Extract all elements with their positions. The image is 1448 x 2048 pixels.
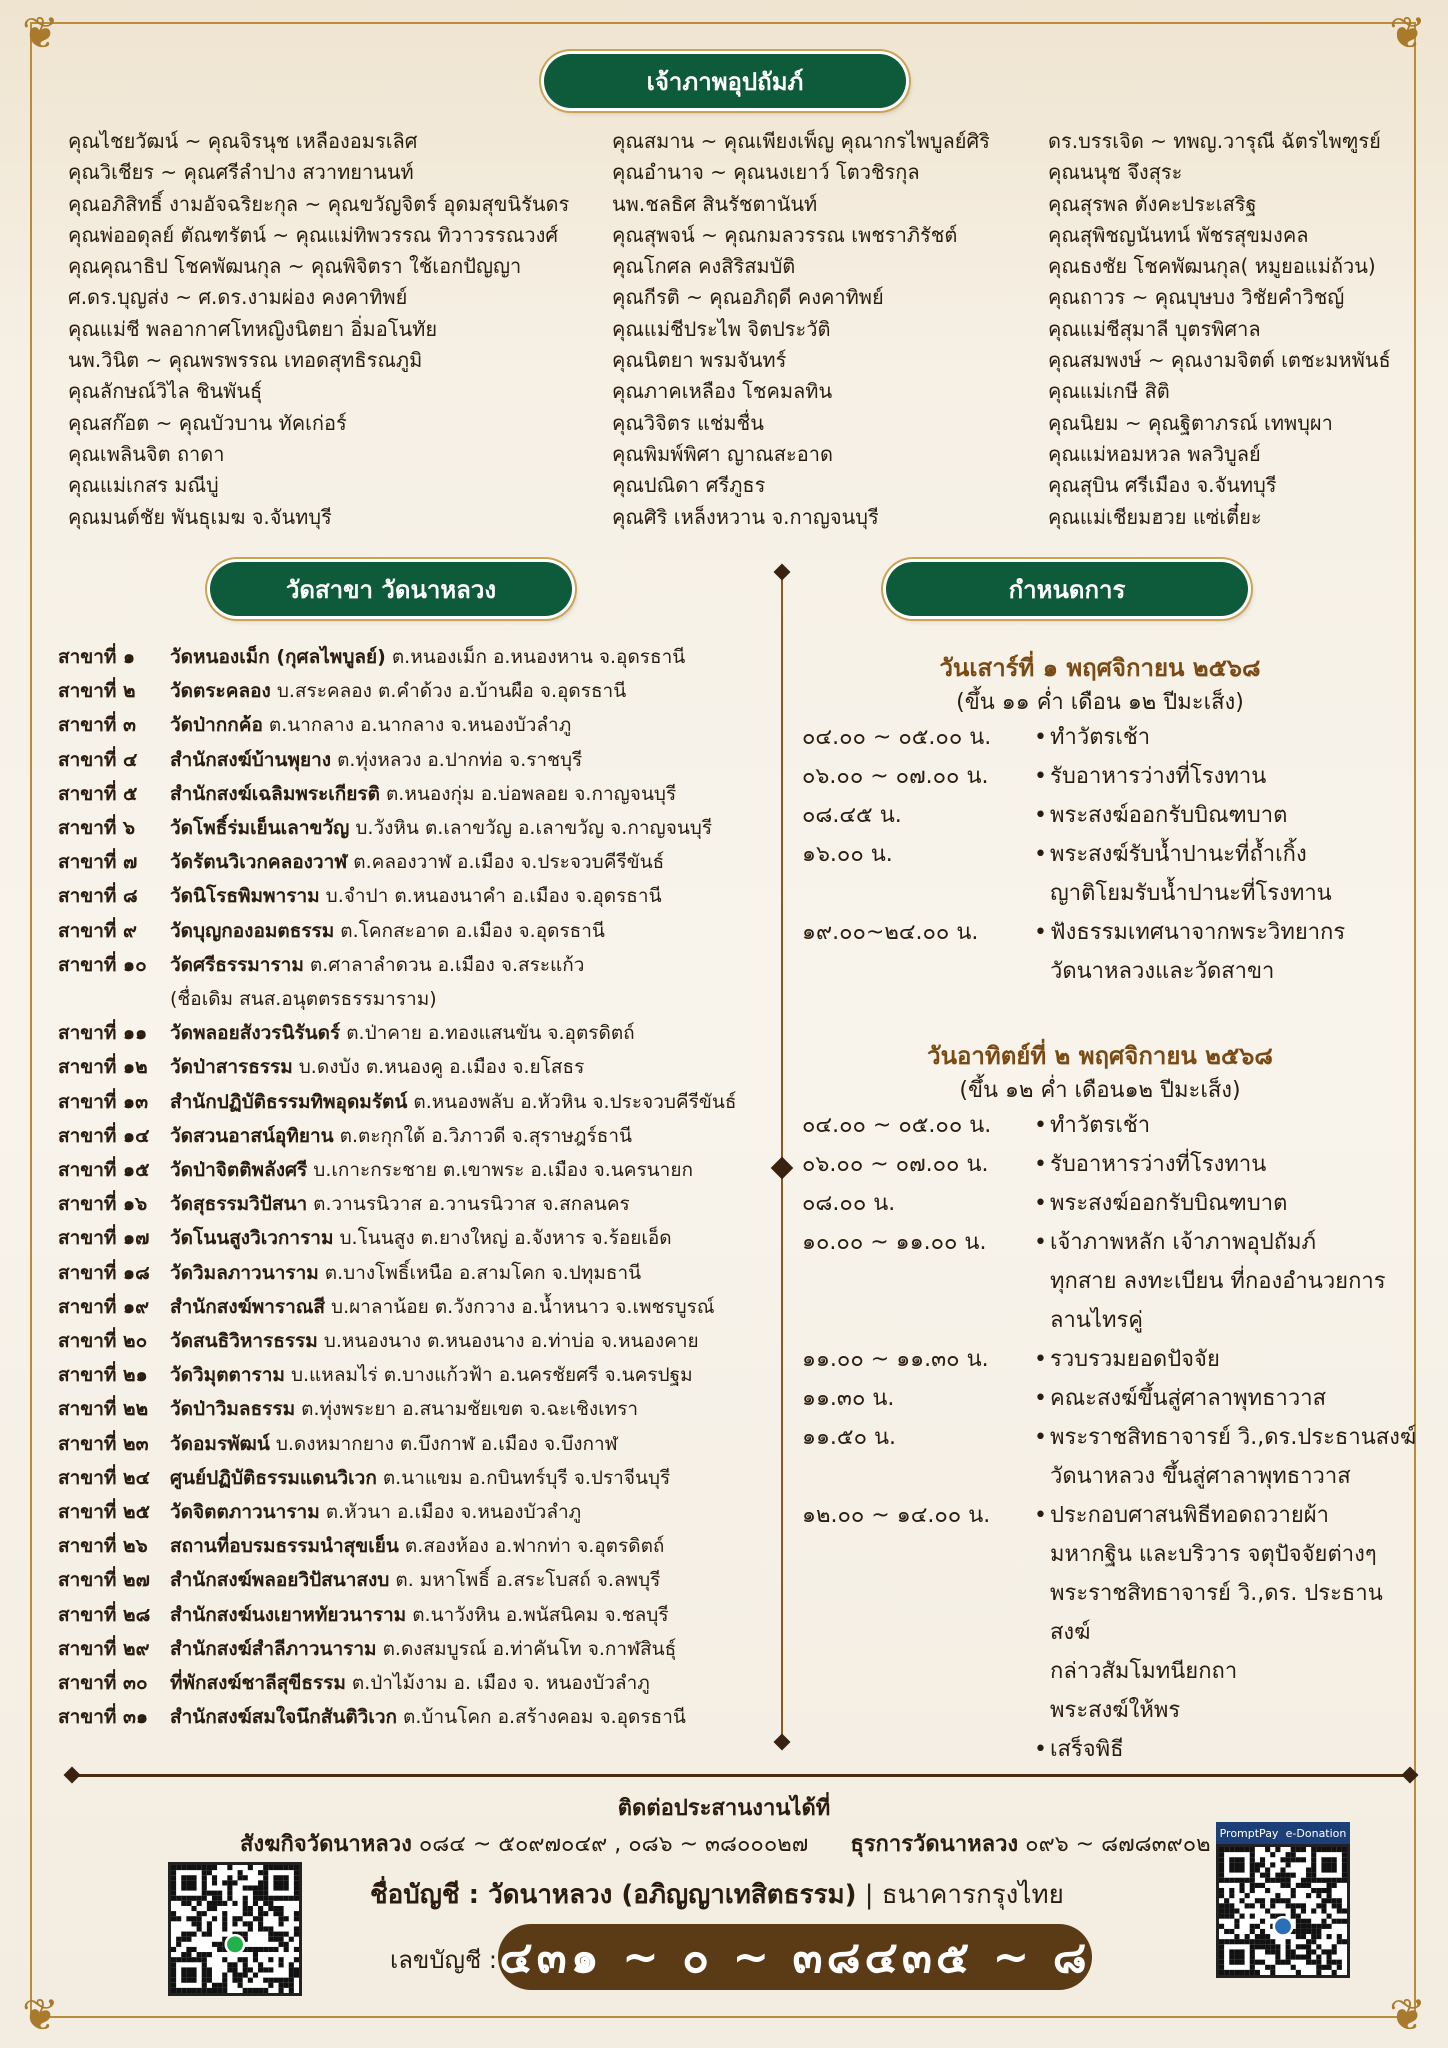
contact-heading: ติดต่อประสานงานได้ที่ <box>617 1796 831 1821</box>
promptpay-header <box>1216 1822 1350 1844</box>
sponsor-name: คุณแม่ชีประไพ จิตประวัติ <box>612 316 831 341</box>
sponsor-name: คุณพ่ออดุลย์ ตัณฑรัตน์ ~ คุณแม่ทิพวรรณ ทิวาวรรณวงศ์ <box>68 222 559 247</box>
schedule-activity: พระสงฆ์ออกรับบิณฑบาต <box>1050 1191 1288 1216</box>
ornament-bottom-right-icon: ❦ <box>1389 1990 1426 2041</box>
schedule-activity: ประกอบศาสนพิธีทอดถวายผ้า มหากฐิน และบริวาร จตุปัจจัยต่างๆ พระราชสิทธาจารย์ วิ.,ดร. ประธานสงฆ์ กล่าวสัมโมทนียกถา พระสงฆ์ให้พร <box>1050 1503 1383 1723</box>
sponsor-name: คุณปณิดา ศรีภูธร <box>612 473 766 498</box>
branch-number: สาขาที่ ๑๔ <box>58 1124 150 1147</box>
admin-phone: ๐๙๖ ~ ๘๗๘๓๙๐๒ <box>1025 1832 1211 1857</box>
branch-item <box>58 1700 778 1734</box>
branch-name: วัดวิมุตตาราม <box>170 1364 285 1387</box>
sponsor-name: คุณศิริ เหล็งหวาน จ.กาญจนบุรี <box>612 504 879 529</box>
account-number: ๔๓๑ ~ ๐ ~ ๓๘๔๓๕ ~ ๘ <box>498 1924 1092 1990</box>
line-qr-code[interactable] <box>168 1862 302 1996</box>
schedule-item <box>802 1184 1422 1223</box>
branch-location: บ.เกาะกระชาย ต.เขาพระ อ.เมือง จ.นครนายก <box>313 1159 693 1182</box>
day2-lunar-date: (ขึ้น ๑๒ ค่ำ เดือน๑๒ ปีมะเส็ง) <box>959 1078 1241 1103</box>
schedule-activity: รับอาหารว่างที่โรงทาน <box>1050 1152 1267 1177</box>
branch-number: สาขาที่ ๒ <box>58 680 136 703</box>
branch-number: สาขาที่ ๒๐ <box>58 1330 148 1353</box>
day1-schedule <box>802 718 1422 991</box>
account-name: ชื่อบัญชี : วัดนาหลวง (อภิญญาเทสิตธรรม) <box>370 1880 857 1910</box>
schedule-time: ๐๘.๐๐ น. <box>802 1191 896 1216</box>
branch-number: สาขาที่ ๒๕ <box>58 1501 150 1524</box>
branch-item <box>58 879 778 913</box>
sponsor-name: คุณวิจิตร แช่มชื่น <box>612 410 764 435</box>
branches-title: วัดสาขา วัดนาหลวง <box>210 562 572 616</box>
sponsor-name: คุณวิเชียร ~ คุณศรีลำปาง สวาทยานนท์ <box>68 160 414 185</box>
sponsors-column-2 <box>612 126 990 533</box>
branch-name: วัดบุญกองอมตธรรม <box>170 919 335 942</box>
branch-former-name: (ชื่อเดิม สนส.อนุตตรธรรมาราม) <box>170 988 437 1011</box>
branch-name: วัดป่าวิมลธรรม <box>170 1398 296 1421</box>
branch-number: สาขาที่ ๑๐ <box>58 953 147 976</box>
bullet-icon: • <box>1034 1425 1047 1450</box>
schedule-item <box>802 1379 1422 1418</box>
schedule-item <box>802 796 1422 835</box>
day2-title: วันอาทิตย์ที่ ๒ พฤศจิกายน ๒๕๖๘ <box>927 1042 1273 1070</box>
sponsor-name: คุณอภิสิทธิ์ งามอัจฉริยะกุล ~ คุณขวัญจิตร์ อุดมสุขนิรันดร <box>68 191 570 216</box>
branch-location: บ.วังหิน ต.เลาขวัญ อ.เลาขวัญ จ.กาญจนบุรี <box>355 817 713 840</box>
sponsor-name: ศ.ดร.บุญส่ง ~ ศ.ดร.งามผ่อง คงคาทิพย์ <box>68 285 408 310</box>
branch-item <box>58 777 778 811</box>
sponsor-name: คุณกีรติ ~ คุณอภิฤดี คงคาทิพย์ <box>612 285 884 310</box>
branch-location: ต.บ้านโคก อ.สร้างคอม จ.อุดรธานี <box>403 1706 686 1729</box>
branch-name: วัดป่ากกค้อ <box>170 714 263 737</box>
branch-location: ต. มหาโพธิ์ อ.สระโบสถ์ จ.ลพบุรี <box>395 1569 661 1592</box>
schedule-time: ๐๖.๐๐ ~ ๐๗.๐๐ น. <box>802 764 989 789</box>
branch-item <box>58 1290 778 1324</box>
branch-location: ต.ตะกุกใต้ อ.วิภาวดี จ.สุราษฎร์ธานี <box>339 1124 632 1147</box>
branch-number: สาขาที่ ๒๒ <box>58 1398 149 1421</box>
schedule-time: ๐๔.๐๐ ~ ๐๕.๐๐ น. <box>802 1113 992 1138</box>
branch-location: ต.ทุ่งพระยา อ.สนามชัยเขต จ.ฉะเชิงเทรา <box>301 1398 639 1421</box>
branch-name: สำนักปฏิบัติธรรมทิพอุดมรัตน์ <box>170 1090 408 1113</box>
sponsors-column-1 <box>68 126 569 533</box>
branch-name: สำนักสงฆ์บ้านพุยาง <box>170 748 332 771</box>
schedule-time: ๑๑.๐๐ ~ ๑๑.๓๐ น. <box>802 1347 989 1372</box>
sponsor-name: คุณสมาน ~ คุณเพียงเพ็ญ คุณากรไพบูลย์ศิริ <box>612 129 990 153</box>
branch-name: วัดโพธิ์ร่มเย็นเลาขวัญ <box>170 817 350 840</box>
sponsor-name: คุณโกศล คงสิริสมบัติ <box>612 254 796 279</box>
schedule-item <box>802 1106 1422 1145</box>
branch-number: สาขาที่ ๒๖ <box>58 1535 148 1558</box>
branch-name: สำนักสงฆ์พลอยวิปัสนาสงบ <box>170 1569 390 1592</box>
branch-name: สำนักสงฆ์สมใจนึกสันติวิเวก <box>170 1706 398 1729</box>
branch-name: วัดวิมลภาวนาราม <box>170 1261 319 1284</box>
bullet-icon: • <box>1034 1113 1047 1138</box>
branch-location: ต.วานรนิวาส อ.วานรนิวาส จ.สกลนคร <box>313 1193 630 1216</box>
branch-item <box>58 1495 778 1529</box>
branch-location: ต.ป่าคาย อ.ทองแสนขัน จ.อุตรดิตถ์ <box>346 1022 635 1045</box>
branch-number: สาขาที่ ๔ <box>58 748 138 771</box>
branch-location: บ.แหลมไร่ ต.บางแก้วฟ้า อ.นครชัยศรี จ.นครปฐม <box>290 1364 693 1387</box>
day2-schedule <box>802 1106 1422 1769</box>
branch-location: ต.ป่าไม้งาม อ. เมือง จ. หนองบัวลำภู <box>351 1672 650 1695</box>
branch-location: ต.หัวนา อ.เมือง จ.หนองบัวลำภู <box>325 1501 582 1524</box>
qr-pattern <box>1219 1847 1347 1975</box>
schedule-time: ๐๘.๔๕ น. <box>802 803 902 828</box>
branch-item <box>58 674 778 708</box>
schedule-activity: รวบรวมยอดปัจจัย <box>1050 1347 1220 1372</box>
branch-number: สาขาที่ ๑๗ <box>58 1227 150 1250</box>
branch-number: สาขาที่ ๗ <box>58 851 138 874</box>
branch-number: สาขาที่ ๑๕ <box>58 1159 150 1182</box>
branch-item <box>58 811 778 845</box>
schedule-activity: พระสงฆ์ออกรับบิณฑบาต <box>1050 803 1288 828</box>
schedule-activity: คณะสงฆ์ขึ้นสู่ศาลาพุทธาวาส <box>1050 1386 1327 1411</box>
sangha-phone: ๐๘๔ ~ ๕๐๙๗๐๔๙ , ๐๘๖ ~ ๓๘๐๐๐๒๗ <box>418 1832 809 1857</box>
ornament-top-right-icon: ❦ <box>1389 8 1426 59</box>
bullet-icon: • <box>1034 1503 1047 1528</box>
branch-name: วัดนิโรธพิมพาราม <box>170 885 320 908</box>
sponsor-name: คุณนิยม ~ คุณฐิตาภรณ์ เทพบุผา <box>1048 410 1333 435</box>
schedule-time: ๑๑.๓๐ น. <box>802 1386 895 1411</box>
sponsor-name: คุณนิตยา พรมจันทร์ <box>612 348 787 373</box>
schedule-time: ๑๖.๐๐ น. <box>802 842 893 867</box>
branch-number: สาขาที่ ๑๓ <box>58 1090 149 1113</box>
sponsor-name: คุณสุพจน์ ~ คุณกมลวรรณ เพชราภิรัชต์ <box>612 222 958 247</box>
branch-name: วัดจิตตภาวนาราม <box>170 1501 320 1524</box>
footer-divider <box>72 1774 1410 1777</box>
branch-item <box>58 708 778 742</box>
schedule-time: ๑๐.๐๐ ~ ๑๑.๐๐ น. <box>802 1230 987 1255</box>
branch-name: สำนักสงฆ์เฉลิมพระเกียรติ <box>170 782 380 805</box>
sponsor-name: นพ.วินิต ~ คุณพรพรรณ เทอดสุทธิรณภูมิ <box>68 348 423 373</box>
schedule-time: ๐๔.๐๐ ~ ๐๕.๐๐ น. <box>802 725 992 750</box>
sponsor-name: คุณพิมพ์พิศา ญาณสะอาด <box>612 441 833 466</box>
bullet-icon: • <box>1034 842 1047 867</box>
branch-name: วัดรัตนวิเวกคลองวาฬ <box>170 851 348 874</box>
bullet-icon: • <box>1034 1230 1047 1255</box>
branch-item <box>58 1016 778 1050</box>
contact-phones <box>240 1826 1211 1861</box>
sponsor-name: คุณถาวร ~ คุณบุษบง วิชัยคำวิชญ์ <box>1048 285 1345 310</box>
branch-item <box>58 948 778 982</box>
schedule-activity: ทำวัตรเช้า <box>1050 725 1151 750</box>
branch-name: วัดสนธิวิหารธรรม <box>170 1330 318 1353</box>
branch-number: สาขาที่ ๒๑ <box>58 1364 148 1387</box>
schedule-item <box>802 757 1422 796</box>
schedule-item <box>802 913 1422 991</box>
branch-item <box>58 1153 778 1187</box>
edonation-label: e-Donation <box>1285 1826 1347 1840</box>
sponsor-name: คุณแม่หอมหวล พลวิบูลย์ <box>1048 441 1261 466</box>
branch-name: สำนักสงฆ์นงเยาหทัยวนาราม <box>170 1603 407 1626</box>
branch-number: สาขาที่ ๑๘ <box>58 1261 150 1284</box>
branch-number: สาขาที่ ๒๔ <box>58 1466 150 1489</box>
branch-item <box>58 1598 778 1632</box>
branch-location: ต.หนองพลับ อ.หัวหิน จ.ประจวบคีรีขันธ์ <box>413 1090 737 1113</box>
branch-item <box>58 1632 778 1666</box>
branch-name: วัดตระคลอง <box>170 680 271 703</box>
branch-location: ต.หนองกุ่ม อ.บ่อพลอย จ.กาญจนบุรี <box>385 782 677 805</box>
branch-location: ต.หนองเม็ก อ.หนองหาน จ.อุดรธานี <box>391 646 686 668</box>
branch-location: บ.ผาลาน้อย ต.วังกวาง อ.น้ำหนาว จ.เพชรบูรณ์ <box>331 1295 715 1318</box>
schedule-time: ๑๒.๐๐ ~ ๑๔.๐๐ น. <box>802 1503 991 1528</box>
schedule-activity: ทำวัตรเช้า <box>1050 1113 1151 1138</box>
schedule-time <box>802 1730 1034 1769</box>
sponsor-name: ดร.บรรเจิด ~ ทพญ.วารุณี ฉัตรไพฑูรย์ <box>1048 129 1381 153</box>
branch-number: สาขาที่ ๑๒ <box>58 1056 148 1079</box>
branch-number: สาขาที่ ๑๙ <box>58 1295 150 1318</box>
bullet-icon: • <box>1034 764 1047 789</box>
sponsor-name: คุณแม่เชียมฮวย แซ่เตี๋ยะ <box>1048 504 1262 529</box>
branch-number: สาขาที่ ๕ <box>58 782 138 805</box>
branch-location: ต.นาแขม อ.กบินทร์บุรี จ.ปราจีนบุรี <box>382 1466 671 1489</box>
account-number-label: เลขบัญชี : <box>390 1946 498 1974</box>
branch-name: ศูนย์ปฏิบัติธรรมแดนวิเวก <box>170 1466 377 1489</box>
branch-number: สาขาที่ ๓ <box>58 714 137 737</box>
branch-location: ต.บางโพธิ์เหนือ อ.สามโคก จ.ปทุมธานี <box>324 1261 642 1284</box>
branch-location: ต.ทุ่งหลวง อ.ปากท่อ จ.ราชบุรี <box>337 748 583 771</box>
admin-label: ธุรการวัดนาหลวง <box>850 1832 1019 1857</box>
qr-pattern <box>171 1865 299 1993</box>
bullet-icon: • <box>1034 1347 1047 1372</box>
bullet-icon: • <box>1034 1191 1047 1216</box>
sangha-label: สังฆกิจวัดนาหลวง <box>240 1832 412 1857</box>
branch-item <box>58 1187 778 1221</box>
branch-number: สาขาที่ ๖ <box>58 817 136 840</box>
promptpay-label: PromptPay <box>1219 1826 1279 1840</box>
ornament-top-left-icon: ❦ <box>22 8 59 59</box>
branch-location: บ.จำปา ต.หนองนาคำ อ.เมือง จ.อุดรธานี <box>325 885 662 908</box>
branch-name: สำนักสงฆ์สำลีภาวนาราม <box>170 1637 377 1660</box>
schedule-item <box>802 1340 1422 1379</box>
schedule-item <box>802 1145 1422 1184</box>
branch-item <box>58 1563 778 1597</box>
branch-item <box>58 1358 778 1392</box>
schedule-item <box>802 1730 1422 1769</box>
sponsor-name: คุณสุพิชญนันทน์ พัชรสุขมงคล <box>1048 222 1309 247</box>
branch-location: บ.หนองนาง ต.หนองนาง อ.ท่าบ่อ จ.หนองคาย <box>323 1330 699 1353</box>
branch-note <box>58 982 778 1016</box>
branch-location: ต.คลองวาฬ อ.เมือง จ.ประจวบคีรีขันธ์ <box>353 851 665 874</box>
sponsor-name: คุณภาคเหลือง โชคมลทิน <box>612 379 833 404</box>
branch-number: สาขาที่ ๑ <box>58 646 136 668</box>
schedule-item <box>802 835 1422 913</box>
branch-name: วัดหนองเม็ก (กุศลไพบูลย์) <box>170 646 386 668</box>
branch-name: วัดสุธรรมวิปัสนา <box>170 1193 308 1216</box>
branch-item <box>58 1050 778 1084</box>
schedule-time: ๑๑.๕๐ น. <box>802 1425 897 1450</box>
sponsor-name: คุณไชยวัฒน์ ~ คุณจิรนุช เหลืองอมรเลิศ <box>68 129 418 153</box>
branch-item <box>58 1666 778 1700</box>
schedule-activity: พระสงฆ์รับน้ำปานะที่ถ้ำเกิ้ง ญาติโยมรับน้ำปานะที่โรงทาน <box>1050 842 1332 906</box>
day1-title: วันเสาร์ที่ ๑ พฤศจิกายน ๒๕๖๘ <box>939 654 1261 682</box>
branch-location: บ.โนนสูง ต.ยางใหญ่ อ.จังหาร จ.ร้อยเอ็ด <box>339 1227 672 1250</box>
bank-name: | ธนาคารกรุงไทย <box>864 1880 1064 1910</box>
sponsor-name: คุณธงชัย โชคพัฒนกุล( หมูยอแม่ถ้วน) <box>1048 254 1376 279</box>
schedule-activity: เจ้าภาพหลัก เจ้าภาพอุปถัมภ์ ทุกสาย ลงทะเบียน ที่กองอำนวยการ ลานไทรคู่ <box>1050 1230 1386 1333</box>
donation-qr-code[interactable] <box>1216 1844 1350 1978</box>
branch-location: บ.สระคลอง ต.คำด้วง อ.บ้านผือ จ.อุดรธานี <box>276 680 627 703</box>
sponsors-column-3 <box>1048 126 1391 533</box>
schedule-activity: เสร็จพิธี <box>1050 1737 1124 1762</box>
sponsor-name: คุณนนุช จึงสุระ <box>1048 160 1183 185</box>
ornament-bottom-left-icon: ❦ <box>22 1990 59 2041</box>
branch-item <box>58 743 778 777</box>
branch-name: วัดพลอยสังวรนิรันดร์ <box>170 1022 341 1045</box>
account-line <box>370 1874 1064 1915</box>
branch-name: วัดป่าจิตติพลังศรี <box>170 1159 308 1182</box>
branch-item <box>58 914 778 948</box>
bullet-icon: • <box>1034 1737 1047 1762</box>
schedule-activity: ฟังธรรมเทศนาจากพระวิทยากร วัดนาหลวงและวัดสาขา <box>1050 920 1346 984</box>
branch-location: ต.โคกสะอาด อ.เมือง จ.อุดรธานี <box>340 919 605 942</box>
sponsor-name: คุณสก๊อต ~ คุณบัวบาน ทัคเก่อร์ <box>68 410 347 435</box>
sponsors-title: เจ้าภาพอุปถัมภ์ <box>544 54 906 108</box>
branch-item <box>58 845 778 879</box>
sponsor-name: คุณแม่เกสร มณีบู่ <box>68 473 219 498</box>
sponsor-name: คุณสมพงษ์ ~ คุณงามจิตต์ เตชะมหพันธ์ <box>1048 348 1391 373</box>
schedule-activity: รับอาหารว่างที่โรงทาน <box>1050 764 1267 789</box>
branch-item <box>58 1119 778 1153</box>
sponsor-name: คุณอำนาจ ~ คุณนงเยาว์ โตวชิรกุล <box>612 160 920 185</box>
branch-item <box>58 1392 778 1426</box>
branch-name: วัดอมรพัฒน์ <box>170 1432 270 1455</box>
sponsor-name: คุณมนต์ชัย พันธุเมฆ จ.จันทบุรี <box>68 504 332 529</box>
branch-location: ต.นาวังหิน อ.พนัสนิคม จ.ชลบุรี <box>412 1603 669 1626</box>
schedule-item <box>802 1496 1422 1730</box>
branch-location: ต.ดงสมบูรณ์ อ.ท่าคันโท จ.กาฬสินธุ์ <box>382 1637 677 1660</box>
branch-location: ต.ศาลาลำดวน อ.เมือง จ.สระแก้ว <box>309 953 585 976</box>
branch-item <box>58 1324 778 1358</box>
bullet-icon: • <box>1034 1386 1047 1411</box>
branch-number: สาขาที่ ๑๑ <box>58 1022 148 1045</box>
branch-number: สาขาที่ ๓๐ <box>58 1672 148 1695</box>
sponsor-name: คุณเพลินจิต ถาดา <box>68 441 225 466</box>
branch-location: ต.สองห้อง อ.ฟากท่า จ.อุตรดิตถ์ <box>404 1535 665 1558</box>
branches-list <box>58 640 778 1735</box>
sponsor-name: คุณสุบิน ศรีเมือง จ.จันทบุรี <box>1048 473 1277 498</box>
branch-item <box>58 1427 778 1461</box>
schedule-time: ๐๖.๐๐ ~ ๐๗.๐๐ น. <box>802 1152 989 1177</box>
branch-number: สาขาที่ ๒๗ <box>58 1569 150 1592</box>
sponsor-name: คุณสุรพล ตังคะประเสริฐ <box>1048 191 1257 216</box>
branch-item <box>58 1221 778 1255</box>
sponsor-name: คุณแม่ชี พลอากาศโทหญิงนิตยา อิ่มอโนทัย <box>68 316 438 341</box>
sponsor-name: นพ.ชลธิศ สินรัชตานันท์ <box>612 191 818 216</box>
branch-number: สาขาที่ ๒๙ <box>58 1637 150 1660</box>
schedule-activity: พระราชสิทธาจารย์ วิ.,ดร.ประธานสงฆ์ วัดนาหลวง ขึ้นสู่ศาลาพุทธาวาส <box>1050 1425 1417 1489</box>
branch-location: บ.ดงบัง ต.หนองคู อ.เมือง จ.ยโสธร <box>298 1056 585 1079</box>
branch-name: วัดโนนสูงวิเวการาม <box>170 1227 334 1250</box>
branch-item <box>58 1085 778 1119</box>
branch-item <box>58 1529 778 1563</box>
branch-number: สาขาที่ ๑๖ <box>58 1193 148 1216</box>
branch-location: บ.ดงหมากยาง ต.บึงกาฬ อ.เมือง จ.บึงกาฬ <box>275 1432 618 1455</box>
schedule-item <box>802 1418 1422 1496</box>
branch-number: สาขาที่ ๙ <box>58 919 137 942</box>
bullet-icon: • <box>1034 725 1047 750</box>
schedule-item <box>802 1223 1422 1340</box>
branch-number: สาขาที่ ๒๘ <box>58 1603 151 1626</box>
branch-name: วัดป่าสารธรรม <box>170 1056 293 1079</box>
branch-name: สถานที่อบรมธรรมนำสุขเย็น <box>170 1535 399 1558</box>
bullet-icon: • <box>1034 803 1047 828</box>
sponsor-name: คุณแม่ชีสุมาลี บุตรพิศาล <box>1048 316 1261 341</box>
schedule-title: กำหนดการ <box>886 562 1248 616</box>
sponsor-name: คุณลักษณ์วิไล ชินพันธุ์ <box>68 379 263 404</box>
bullet-icon: • <box>1034 920 1047 945</box>
bullet-icon: • <box>1034 1152 1047 1177</box>
branch-item <box>58 640 778 674</box>
branch-number: สาขาที่ ๒๓ <box>58 1432 149 1455</box>
branch-name: สำนักสงฆ์พาราณสี <box>170 1295 326 1318</box>
branch-name: ที่พักสงฆ์ชาลีสุขีธรรม <box>170 1672 346 1695</box>
branch-number: สาขาที่ ๘ <box>58 885 138 908</box>
branch-number: สาขาที่ ๓๑ <box>58 1706 149 1729</box>
branch-item <box>58 1461 778 1495</box>
branch-name: วัดศรีธรรมาราม <box>170 953 304 976</box>
sponsor-name: คุณแม่เกษี สิติ <box>1048 379 1170 404</box>
schedule-time: ๑๙.๐๐~๒๔.๐๐ น. <box>802 920 979 945</box>
branch-item <box>58 1256 778 1290</box>
branch-location: ต.นากลาง อ.นากลาง จ.หนองบัวลำภู <box>268 714 572 737</box>
schedule-item <box>802 718 1422 757</box>
day1-lunar-date: (ขึ้น ๑๑ ค่ำ เดือน ๑๒ ปีมะเส็ง) <box>956 690 1244 715</box>
branch-name: วัดสวนอาสน์อุทิยาน <box>170 1124 334 1147</box>
sponsor-name: คุณคุณาธิป โชคพัฒนกุล ~ คุณพิจิตรา ใช้เอกปัญญา <box>68 254 522 279</box>
